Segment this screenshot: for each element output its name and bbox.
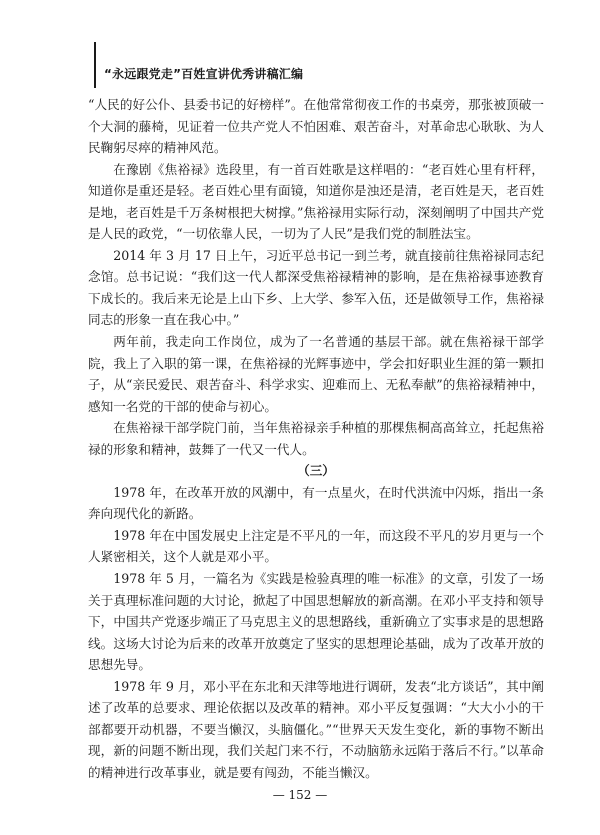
page-number: — 152 — (272, 788, 328, 802)
paragraph: 1978 年，在改革开放的风潮中，有一点星火，在时代洪流中闪烁，指出一条奔向现代化的新路。 (88, 484, 544, 522)
paragraph: “人民的好公仆、县委书记的好榜样”。在他常常彻夜工作的书桌旁，那张被顶破一个大洞的藤椅，见证着一位共产党人不怕困难、艰苦奋斗，对革命忠心耿耿、为人民鞠躬尽瘁的精神风范。 (88, 97, 544, 156)
paragraph: 两年前，我走向工作岗位，成为了一名普通的基层干部。就在焦裕禄干部学院，我上了入职的第一课，在焦裕禄的光辉事迹中，学会扣好职业生涯的第一颗扣子，从“亲民爱民、艰苦奋斗、科学求实、迎难而上、无私奉献”的焦裕禄精神中，感知一名党的干部的使命与初心。 (88, 334, 544, 414)
section-heading: （三） (297, 463, 335, 479)
paragraph: 在豫剧《焦裕禄》选段里，有一首百姓歌是这样唱的：“老百姓心里有杆秤，知道你是重还是轻。老百姓心里有面镜，知道你是浊还是清，老百姓是天，老百姓是地，老百姓是千万条树根把大树撑。”焦裕禄用实际行动，深刻阐明了中国共产党是人民的政党，“一切依靠人民，一切为了人民”是我们党的制胜法宝。 (88, 161, 544, 242)
paragraph: 1978 年在中国发展史上注定是不平凡的一年，而这段不平凡的岁月更与一个人紧密相关，这个人就是邓小平。 (88, 527, 544, 565)
paragraph: 2014 年 3 月 17 日上午，习近平总书记一到兰考，就直接前往焦裕禄同志纪念馆。总书记说：“我们这一代人都深受焦裕禄精神的影响，是在焦裕禄事迹教育下成长的。我后来无论是上山下乡、上大学、参军入伍，还是做领导工作，焦裕禄同志的形象一直在我心中。” (88, 247, 544, 328)
paragraph: 在焦裕禄干部学院门前，当年焦裕禄亲手种植的那棵焦桐高高耸立，托起焦裕禄的形象和精神，鼓舞了一代又一代人。 (88, 420, 544, 457)
paragraph: 1978 年 5 月，一篇名为《实践是检验真理的唯一标准》的文章，引发了一场关于真理标准问题的大讨论，掀起了中国思想解放的新高潮。在邓小平支持和领导下，中国共产党逐步端正了马克思主义的思想路线，重新确立了实事求是的思想路线。这场大讨论为后来的改革开放奠定了坚实的思想理论基础，成为了改革开放的思想先导。 (88, 571, 544, 673)
paragraph: 1978 年 9 月，邓小平在东北和天津等地进行调研，发表“北方谈话”，其中阐述了改革的总要求、理论依据以及改革的精神。邓小平反复强调：“大大小小的干部都要开动机器，不要当懒汉，头脑僵化。”“世界天天发生变化，新的事物不断出现，新的问题不断出现，我们关起门来不行，不动脑筋永远陷于落后不行。”以革命的精神进行改革事业，就是要有闯劲，不能当懒汉。 (88, 678, 544, 780)
running-header: “永远跟党走”百姓宣讲优秀讲稿汇编 (104, 67, 304, 81)
body-text (88, 94, 544, 784)
header-rule (94, 42, 96, 88)
